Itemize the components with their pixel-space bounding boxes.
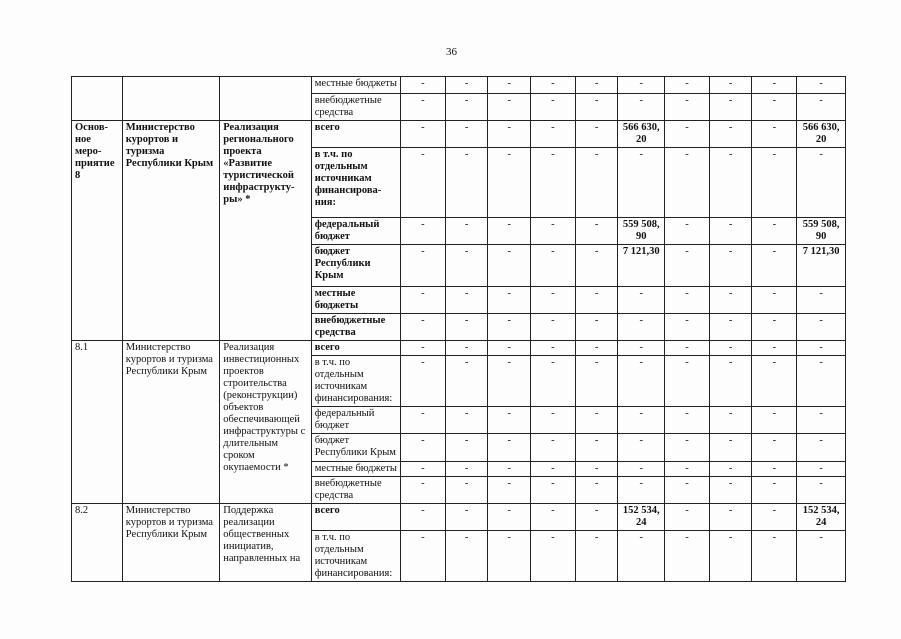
value-cell: - [401, 477, 446, 504]
funding-source-cell: внебюджетные средства [311, 477, 400, 504]
value-cell: - [709, 407, 752, 434]
value-cell: - [709, 245, 752, 287]
value-cell: - [445, 462, 488, 477]
funding-source-cell: в т.ч. по отдельным источникам финансирова- ния: [311, 148, 400, 218]
value-cell: - [709, 218, 752, 245]
value-cell: - [752, 121, 797, 148]
funding-source-cell: местные бюджеты [311, 287, 400, 314]
funding-source-cell: внебюджетные средства [311, 94, 400, 121]
value-cell: - [665, 245, 710, 287]
value-cell: - [665, 504, 710, 531]
value-cell: - [665, 287, 710, 314]
value-cell: - [445, 148, 488, 218]
value-cell: - [752, 434, 797, 462]
value-cell: - [797, 94, 846, 121]
value-cell: 7 121,30 [618, 245, 665, 287]
value-cell: - [665, 407, 710, 434]
value-cell: - [618, 77, 665, 94]
value-cell: - [575, 341, 618, 356]
value-cell: - [445, 356, 488, 407]
value-cell: - [618, 462, 665, 477]
value-cell: - [752, 77, 797, 94]
executor-cell: Министерство курортов и туризма Республики Крым [122, 504, 220, 582]
value-cell: - [575, 356, 618, 407]
value-cell: - [797, 148, 846, 218]
value-cell: - [445, 245, 488, 287]
value-cell: - [445, 94, 488, 121]
value-cell: - [531, 504, 576, 531]
value-cell: - [401, 462, 446, 477]
value-cell: - [665, 341, 710, 356]
value-cell: - [618, 407, 665, 434]
page-number: 36 [446, 46, 457, 58]
table-row [72, 121, 846, 148]
value-cell: - [752, 218, 797, 245]
value-cell: - [445, 434, 488, 462]
value-cell: - [665, 77, 710, 94]
value-cell: - [401, 407, 446, 434]
value-cell: - [709, 121, 752, 148]
value-cell: - [445, 218, 488, 245]
value-cell: - [488, 218, 531, 245]
value-cell: - [752, 314, 797, 341]
value-cell: - [445, 121, 488, 148]
measure-number-cell: 8.1 [72, 341, 123, 504]
value-cell: - [531, 245, 576, 287]
value-cell: - [752, 94, 797, 121]
value-cell: - [488, 341, 531, 356]
value-cell: - [575, 462, 618, 477]
value-cell: - [618, 314, 665, 341]
value-cell: - [797, 531, 846, 582]
funding-source-cell: всего [311, 121, 400, 148]
value-cell: - [797, 477, 846, 504]
value-cell: - [401, 504, 446, 531]
value-cell: - [445, 504, 488, 531]
value-cell: - [797, 434, 846, 462]
measure-name-cell [220, 77, 311, 121]
value-cell: - [797, 407, 846, 434]
value-cell: - [709, 94, 752, 121]
table-row [72, 77, 846, 94]
value-cell: - [531, 356, 576, 407]
funding-source-cell: федеральный бюджет [311, 218, 400, 245]
value-cell: - [752, 245, 797, 287]
value-cell: - [618, 477, 665, 504]
executor-cell: Министерство курортов и туризма Республики Крым [122, 341, 220, 504]
measure-number-cell: Основ- ное меро- приятие 8 [72, 121, 123, 341]
value-cell: - [575, 407, 618, 434]
executor-cell: Министерство курортов и туризма Республики Крым [122, 121, 220, 341]
value-cell: - [401, 121, 446, 148]
measure-name-cell: Реализация регионального проекта «Развитие туристической инфраструкту- ры» * [220, 121, 311, 341]
table-row [72, 341, 846, 356]
value-cell: - [401, 287, 446, 314]
value-cell: - [797, 462, 846, 477]
value-cell: - [531, 477, 576, 504]
value-cell: 152 534, 24 [618, 504, 665, 531]
value-cell: - [575, 94, 618, 121]
funding-table [71, 76, 846, 582]
measure-number-cell: 8.2 [72, 504, 123, 582]
funding-source-cell: в т.ч. по отдельным источникам финансирования: [311, 356, 400, 407]
value-cell: - [618, 434, 665, 462]
value-cell: - [488, 148, 531, 218]
value-cell: - [575, 477, 618, 504]
value-cell: - [665, 462, 710, 477]
value-cell: - [575, 121, 618, 148]
value-cell: - [531, 148, 576, 218]
value-cell: - [488, 407, 531, 434]
value-cell: - [575, 504, 618, 531]
value-cell: - [445, 477, 488, 504]
value-cell: - [401, 356, 446, 407]
value-cell: 152 534, 24 [797, 504, 846, 531]
value-cell: - [488, 477, 531, 504]
value-cell: - [531, 462, 576, 477]
value-cell: 559 508, 90 [618, 218, 665, 245]
value-cell: - [709, 531, 752, 582]
value-cell: - [531, 314, 576, 341]
value-cell: - [709, 504, 752, 531]
value-cell: - [531, 531, 576, 582]
value-cell: 566 630, 20 [618, 121, 665, 148]
executor-cell [122, 77, 220, 121]
value-cell: - [752, 407, 797, 434]
value-cell: - [752, 341, 797, 356]
value-cell: - [401, 341, 446, 356]
funding-source-cell: бюджет Республики Крым [311, 245, 400, 287]
value-cell: - [752, 287, 797, 314]
value-cell: - [665, 314, 710, 341]
value-cell: - [665, 356, 710, 407]
value-cell: - [752, 356, 797, 407]
value-cell: - [709, 356, 752, 407]
value-cell: - [488, 531, 531, 582]
value-cell: - [488, 434, 531, 462]
value-cell: - [575, 287, 618, 314]
value-cell: - [401, 434, 446, 462]
value-cell: - [665, 218, 710, 245]
value-cell: - [618, 356, 665, 407]
value-cell: - [575, 434, 618, 462]
measure-name-cell: Реализация инвестиционных проектов строительства (реконструкции) объектов обеспечивающей инфраструктуры с длительным сроком окупаемости * [220, 341, 311, 504]
value-cell: - [445, 531, 488, 582]
value-cell: - [531, 94, 576, 121]
value-cell: - [401, 94, 446, 121]
value-cell: - [618, 94, 665, 121]
value-cell: - [488, 504, 531, 531]
value-cell: 7 121,30 [797, 245, 846, 287]
value-cell: - [445, 341, 488, 356]
value-cell: - [752, 504, 797, 531]
value-cell: - [618, 531, 665, 582]
value-cell: - [531, 77, 576, 94]
value-cell: - [488, 356, 531, 407]
value-cell: - [531, 287, 576, 314]
value-cell: - [665, 531, 710, 582]
value-cell: - [401, 314, 446, 341]
value-cell: - [575, 531, 618, 582]
funding-source-cell: всего [311, 504, 400, 531]
value-cell: - [618, 287, 665, 314]
value-cell: 566 630, 20 [797, 121, 846, 148]
funding-source-cell: федеральный бюджет [311, 407, 400, 434]
value-cell: - [709, 77, 752, 94]
value-cell: - [752, 148, 797, 218]
value-cell: - [401, 77, 446, 94]
table-row [72, 504, 846, 531]
measure-name-cell: Поддержка реализации общественных инициатив, направленных на [220, 504, 311, 582]
funding-source-cell: в т.ч. по отдельным источникам финансирования: [311, 531, 400, 582]
value-cell: - [488, 77, 531, 94]
value-cell: - [797, 314, 846, 341]
funding-source-cell: местные бюджеты [311, 77, 400, 94]
value-cell: - [575, 245, 618, 287]
value-cell: - [709, 341, 752, 356]
value-cell: - [401, 245, 446, 287]
value-cell: - [445, 407, 488, 434]
value-cell: - [445, 77, 488, 94]
value-cell: - [752, 462, 797, 477]
value-cell: - [488, 462, 531, 477]
value-cell: - [531, 341, 576, 356]
value-cell: - [575, 314, 618, 341]
value-cell: - [618, 341, 665, 356]
value-cell: - [797, 287, 846, 314]
value-cell: - [531, 434, 576, 462]
value-cell: - [488, 314, 531, 341]
value-cell: - [797, 356, 846, 407]
value-cell: - [797, 341, 846, 356]
funding-source-cell: внебюджетные средства [311, 314, 400, 341]
value-cell: - [797, 77, 846, 94]
value-cell: - [488, 121, 531, 148]
value-cell: - [709, 148, 752, 218]
value-cell: - [531, 218, 576, 245]
value-cell: - [401, 148, 446, 218]
value-cell: - [531, 407, 576, 434]
value-cell: - [709, 287, 752, 314]
measure-number-cell [72, 77, 123, 121]
value-cell: - [709, 314, 752, 341]
value-cell: - [531, 121, 576, 148]
value-cell: - [665, 94, 710, 121]
value-cell: - [665, 121, 710, 148]
value-cell: - [575, 77, 618, 94]
value-cell: - [665, 148, 710, 218]
value-cell: - [488, 287, 531, 314]
value-cell: - [618, 148, 665, 218]
value-cell: - [401, 218, 446, 245]
value-cell: - [709, 477, 752, 504]
value-cell: - [665, 477, 710, 504]
value-cell: - [445, 287, 488, 314]
value-cell: - [709, 434, 752, 462]
value-cell: - [665, 434, 710, 462]
value-cell: - [401, 531, 446, 582]
funding-source-cell: всего [311, 341, 400, 356]
value-cell: - [575, 218, 618, 245]
value-cell: - [488, 245, 531, 287]
value-cell: - [575, 148, 618, 218]
value-cell: 559 508, 90 [797, 218, 846, 245]
funding-source-cell: бюджет Республики Крым [311, 434, 400, 462]
value-cell: - [709, 462, 752, 477]
value-cell: - [752, 531, 797, 582]
funding-source-cell: местные бюджеты [311, 462, 400, 477]
value-cell: - [445, 314, 488, 341]
value-cell: - [752, 477, 797, 504]
value-cell: - [488, 94, 531, 121]
